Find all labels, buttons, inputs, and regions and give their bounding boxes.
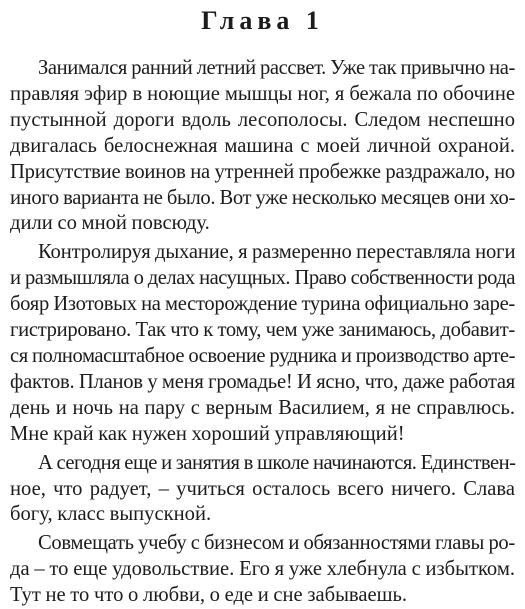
chapter-body xyxy=(10,56,515,609)
text-line: богу, класс выпускной. xyxy=(10,503,212,526)
chapter-title: Глава 1 xyxy=(201,6,324,35)
text-line: бояр Изотовых на месторождение турина официально заре- xyxy=(10,293,515,316)
text-line: правляя эфир в ноющие мышцы ног, я бежала по обочине xyxy=(10,82,515,105)
text-line: пустынной дороги вдоль лесополосы. Следом неспешно xyxy=(10,108,515,131)
text-line: иного варианта не было. Вот уже несколько месяцев они хо- xyxy=(10,186,515,209)
text-line: А сегодня еще и занятия в школе начинаются. Единствен- xyxy=(38,451,516,474)
text-line: день и ночь на пару с верным Василием, я не справлюсь. xyxy=(10,396,515,419)
text-line: Присутствие воинов на утренней пробежке раздражало, но xyxy=(10,160,515,183)
text-line: Тут не то что о любви, о еде и сне забываешь. xyxy=(10,584,408,607)
text-line: фактов. Планов у меня громадье! И ясно, что, даже работая xyxy=(10,370,515,393)
text-line: Контролируя дыхание, я размеренно переставляла ноги xyxy=(38,241,516,264)
text-line: Мне край как нужен хороший управляющий! xyxy=(10,422,405,445)
text-line: двигалась белоснежная машина с моей личной охраной. xyxy=(10,134,515,157)
paragraph-4 xyxy=(10,531,515,609)
text-line: Занимался ранний летний рассвет. Уже так привычно на- xyxy=(38,57,515,79)
text-line: ся полномасштабное освоение рудника и производство арте- xyxy=(10,344,515,367)
paragraph-3 xyxy=(10,451,515,529)
text-line: Совмещать учебу с бизнесом и обязанностями главы ро- xyxy=(38,532,515,555)
paragraph-1 xyxy=(10,56,515,237)
text-line: ное, что радует, – учиться осталось всего ничего. Слава xyxy=(10,477,515,500)
text-line: гистрировано. Так что к тому, чем уже занимаюсь, добавит- xyxy=(10,319,515,342)
text-line: да – то еще удовольствие. Его я уже хлебнула с избытком. xyxy=(10,558,515,581)
text-line: дили со мной повсюду. xyxy=(10,212,210,235)
text-line: и размышляла о делах насущных. Право собственности рода xyxy=(10,267,515,290)
paragraph-2 xyxy=(10,240,515,447)
